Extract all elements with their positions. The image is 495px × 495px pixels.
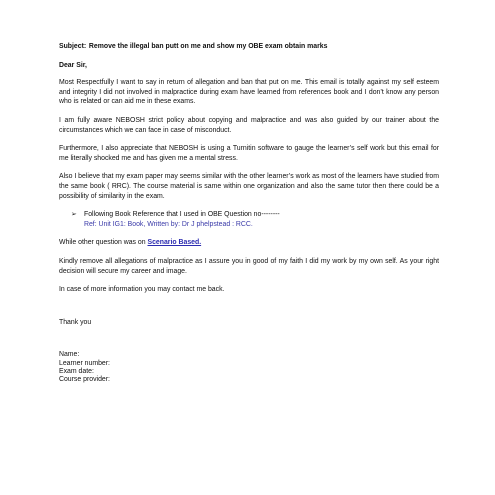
scenario-based-link[interactable]: Scenario Based. [147, 239, 202, 247]
field-course-provider: Course provider: [59, 376, 110, 384]
field-learner-number: Learner number: [59, 359, 110, 367]
subject-label: Subject: [59, 43, 87, 50]
bullet-text: Following Book Reference that I used in OBE Question no-------- [84, 211, 280, 219]
thank-you: Thank you [59, 318, 92, 326]
letter-document [59, 42, 439, 384]
paragraph-allegation: Most Respectfully I want to say in return of allegation and ban that put on me. This email is totally against my self esteem and integrity I did not involved in malpractice during exam have learned from references book and I don’t know any person who is related or can aid me in these exams. [59, 79, 439, 106]
paragraph-turnitin: Furthermore, I also appreciate that NEBOSH is using a Turnitin software to gauge the learner’s self work but this email for me literally shocked me and has given me a mental stress. [59, 145, 439, 162]
book-reference-bullet [59, 210, 439, 229]
book-reference-text: Ref: Unit IG1: Book, Written by: Dr J phelpstead : RCC. [84, 220, 253, 228]
paragraph-similarity: Also I believe that my exam paper may seems similar with the other learner’s work as most of the learners have studied from the same book ( RRC). The course material is same within one organization and also the same tutor then there could be a possibility of similarity in the exam. [59, 173, 439, 200]
arrow-bullet-icon: ➢ [71, 210, 77, 219]
paragraph-request: Kindly remove all allegations of malpractice as I assure you in good of my faith I did my work by my own self. As your right decision will secure my career and image. [59, 257, 439, 275]
subject-text: Remove the illegal ban putt on me and show my OBE exam obtain marks [88, 43, 328, 50]
other-question-prefix: While other question was on [59, 239, 148, 247]
bullet-row [71, 210, 439, 220]
field-name: Name: [59, 351, 80, 359]
subject-line [59, 42, 439, 52]
paragraph-policy: I am fully aware NEBOSH strict policy about copying and malpractice and was also guided by our trainer about the circumstances which we can face in case of misconduct. [59, 116, 439, 134]
field-exam-date: Exam date: [59, 367, 94, 375]
signature-fields [59, 351, 439, 384]
salutation: Dear Sir, [59, 61, 87, 69]
paragraph-contact: In case of more information you may contact me back. [59, 286, 225, 294]
paragraph-other-question [59, 238, 439, 248]
